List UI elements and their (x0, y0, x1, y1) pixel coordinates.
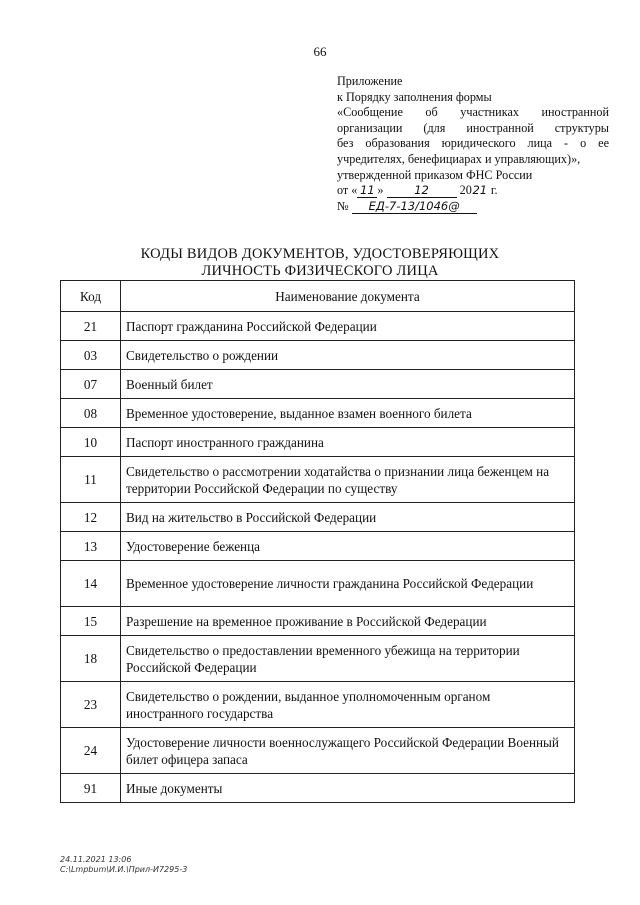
appendix-line: учредителях, бенефициарах и управляющих)», (337, 151, 581, 166)
table-row (61, 561, 575, 607)
appendix-block (337, 74, 609, 214)
table-row (61, 636, 575, 682)
table-row (61, 312, 575, 341)
row-code: 15 (61, 607, 121, 636)
row-code: 14 (61, 561, 121, 607)
row-name: Свидетельство о предоставлении временного убежища на территории Российской Федерации (121, 636, 575, 682)
row-name: Временное удостоверение, выданное взамен военного билета (121, 399, 575, 428)
row-name: Свидетельство о рождении (121, 341, 575, 370)
date-month: 12 (387, 184, 457, 198)
appendix-line: утвержденной приказом ФНС России (337, 167, 533, 182)
footer-timestamp: 24.11.2021 13:06 (60, 855, 132, 864)
document-title (0, 246, 640, 280)
appendix-line: к Порядку заполнения формы (337, 89, 492, 104)
table-row (61, 607, 575, 636)
order-number (337, 199, 609, 215)
date-year-suffix: 21 (472, 183, 488, 198)
date-prefix: от « (337, 183, 358, 198)
row-code: 23 (61, 682, 121, 728)
row-code: 91 (61, 774, 121, 803)
table-row (61, 370, 575, 399)
footer-path: С:\Lmpbum\И.И.\Прил-И7295-3 (60, 865, 188, 874)
appendix-line: организации (для иностранной структуры (337, 120, 609, 135)
order-date (337, 183, 609, 199)
row-code: 21 (61, 312, 121, 341)
appendix-line: «Сообщение об участниках иностранной (337, 105, 609, 120)
title-line-1: КОДЫ ВИДОВ ДОКУМЕНТОВ, УДОСТОВЕРЯЮЩИХ (140, 246, 500, 262)
table-row (61, 682, 575, 728)
table-row (61, 532, 575, 561)
row-name: Удостоверение личности военнослужащего Российской Федерации Военный билет офицера запаса (121, 728, 575, 774)
row-name: Паспорт иностранного гражданина (121, 428, 575, 457)
table-row (61, 341, 575, 370)
table-row (61, 399, 575, 428)
document-codes-table (60, 280, 575, 803)
row-name: Разрешение на временное проживание в Российской Федерации (121, 607, 575, 636)
row-code: 12 (61, 503, 121, 532)
row-name: Свидетельство о рождении, выданное уполномоченным органом иностранного государства (121, 682, 575, 728)
appendix-line: без образования юридического лица - о ее (337, 136, 609, 151)
table-row (61, 457, 575, 503)
header-name: Наименование документа (121, 281, 575, 312)
file-footer (60, 855, 187, 875)
date-year-prefix: 20 (459, 183, 472, 198)
row-code: 18 (61, 636, 121, 682)
row-code: 03 (61, 341, 121, 370)
row-code: 11 (61, 457, 121, 503)
row-name: Военный билет (121, 370, 575, 399)
row-name: Иные документы (121, 774, 575, 803)
number-prefix: № (337, 198, 349, 213)
row-code: 07 (61, 370, 121, 399)
row-code: 24 (61, 728, 121, 774)
date-suffix: г. (490, 183, 498, 198)
row-name: Временное удостоверение личности гражданина Российской Федерации (121, 561, 575, 607)
number-value: ЕД-7-13/1046@ (352, 200, 477, 214)
table-row (61, 428, 575, 457)
row-name: Вид на жительство в Российской Федерации (121, 503, 575, 532)
title-line-2: ЛИЧНОСТЬ ФИЗИЧЕСКОГО ЛИЦА (201, 263, 439, 279)
table-row (61, 728, 575, 774)
header-code: Код (61, 281, 121, 312)
appendix-line: Приложение (337, 74, 403, 88)
date-mid: » (377, 183, 384, 198)
date-day: 11 (357, 184, 377, 198)
row-code: 08 (61, 399, 121, 428)
table-header-row (61, 281, 575, 312)
table-row (61, 503, 575, 532)
row-code: 10 (61, 428, 121, 457)
table-row (61, 774, 575, 803)
page-number: 66 (313, 44, 327, 59)
row-name: Паспорт гражданина Российской Федерации (121, 312, 575, 341)
row-name: Свидетельство о рассмотрении ходатайства о признании лица беженцем на территории Российской Федерации по существу (121, 457, 575, 503)
row-name: Удостоверение беженца (121, 532, 575, 561)
row-code: 13 (61, 532, 121, 561)
